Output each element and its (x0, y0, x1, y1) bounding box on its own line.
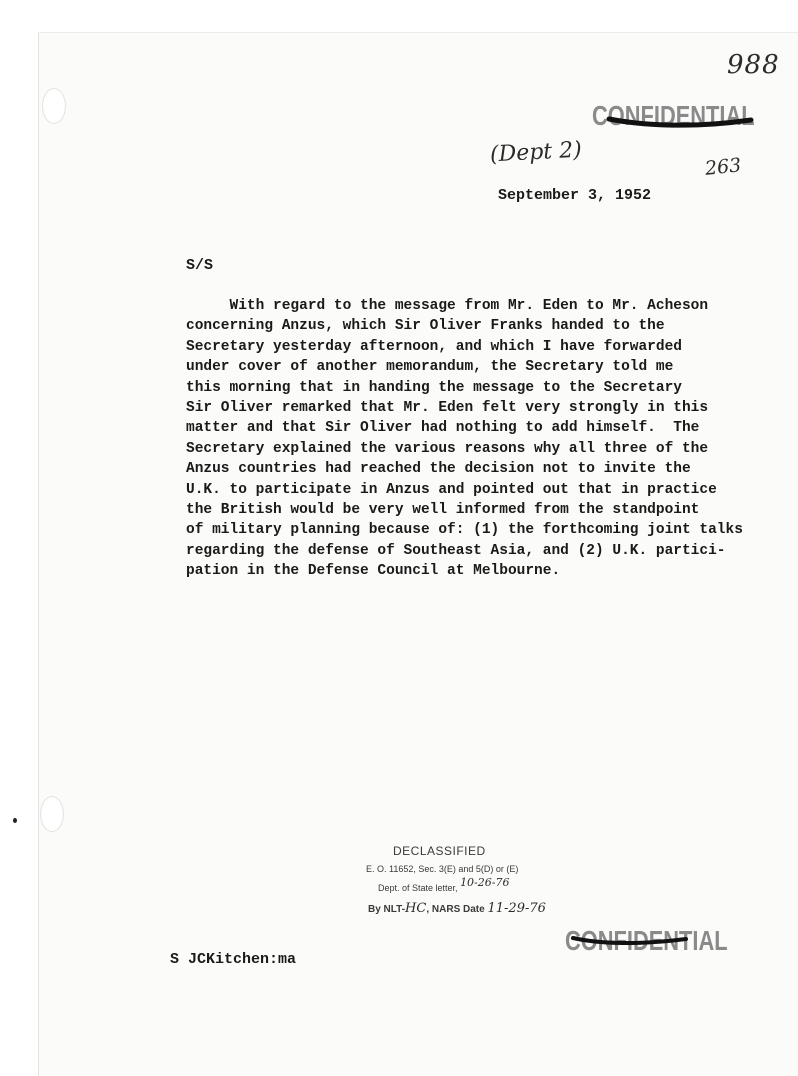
punch-hole (42, 88, 66, 124)
memo-line: the British would be very well informed from the standpoint (186, 502, 700, 519)
by-initials: HC (405, 901, 427, 916)
ink-speck (13, 818, 17, 823)
memo-line: regarding the defense of Southeast Asia, and (2) U.K. partici- (186, 542, 726, 559)
declassified-letter-line (378, 876, 510, 894)
by-label: By NLT- (368, 904, 406, 915)
memo-line: With regard to the message from Mr. Eden to Mr. Acheson (186, 298, 709, 314)
handwritten-file-number: 263 (703, 154, 743, 180)
memo-line: Secretary yesterday afternoon, and which I have forwarded (186, 338, 682, 355)
memo-line: under cover of another memorandum, the Secretary told me (186, 359, 674, 376)
typist-initials: S JCKitchen:ma (170, 951, 297, 968)
letter-label: Dept. of State letter, (378, 883, 458, 893)
punch-hole (40, 796, 64, 832)
nars-label: , NARS Date (426, 904, 485, 915)
declassified-title: DECLASSIFIED (393, 844, 486, 858)
confidential-stamp-top: CONFIDENTIAL (592, 100, 755, 131)
memo-line: Sir Oliver remarked that Mr. Eden felt very strongly in this (186, 400, 709, 417)
memo-line: U.K. to participate in Anzus and pointed out that in practice (186, 481, 717, 498)
memo-line: Anzus countries had reached the decision not to invite the (186, 461, 691, 478)
memo-line: pation in the Defense Council at Melbourne. (186, 563, 561, 580)
declassified-by-line (368, 901, 546, 916)
memo-line: matter and that Sir Oliver had nothing to add himself. The (186, 420, 700, 437)
strikeout-mark-top (605, 110, 755, 134)
memo-line: concerning Anzus, which Sir Oliver Franks handed to the (186, 318, 665, 335)
nars-date: 11-29-76 (487, 901, 546, 916)
handwritten-page-number: 988 (727, 50, 780, 80)
handwritten-dept-note: (Dept 2) (489, 137, 583, 168)
memo-line: of military planning because of: (1) the forthcoming joint talks (186, 522, 743, 539)
declassified-eo-line: E. O. 11652, Sec. 3(E) and 5(D) or (E) (366, 864, 519, 874)
memo-line: this morning that in handing the message to the Secretary (186, 379, 682, 396)
strikeout-mark-bottom (570, 930, 690, 952)
routing-line: S/S (186, 257, 214, 274)
confidential-stamp-bottom: CONFIDENTIAL (565, 925, 728, 956)
memo-body (186, 296, 743, 582)
memo-line: Secretary explained the various reasons why all three of the (186, 440, 709, 457)
letter-date: 10-26-76 (460, 876, 510, 889)
memo-date: September 3, 1952 (498, 187, 652, 204)
